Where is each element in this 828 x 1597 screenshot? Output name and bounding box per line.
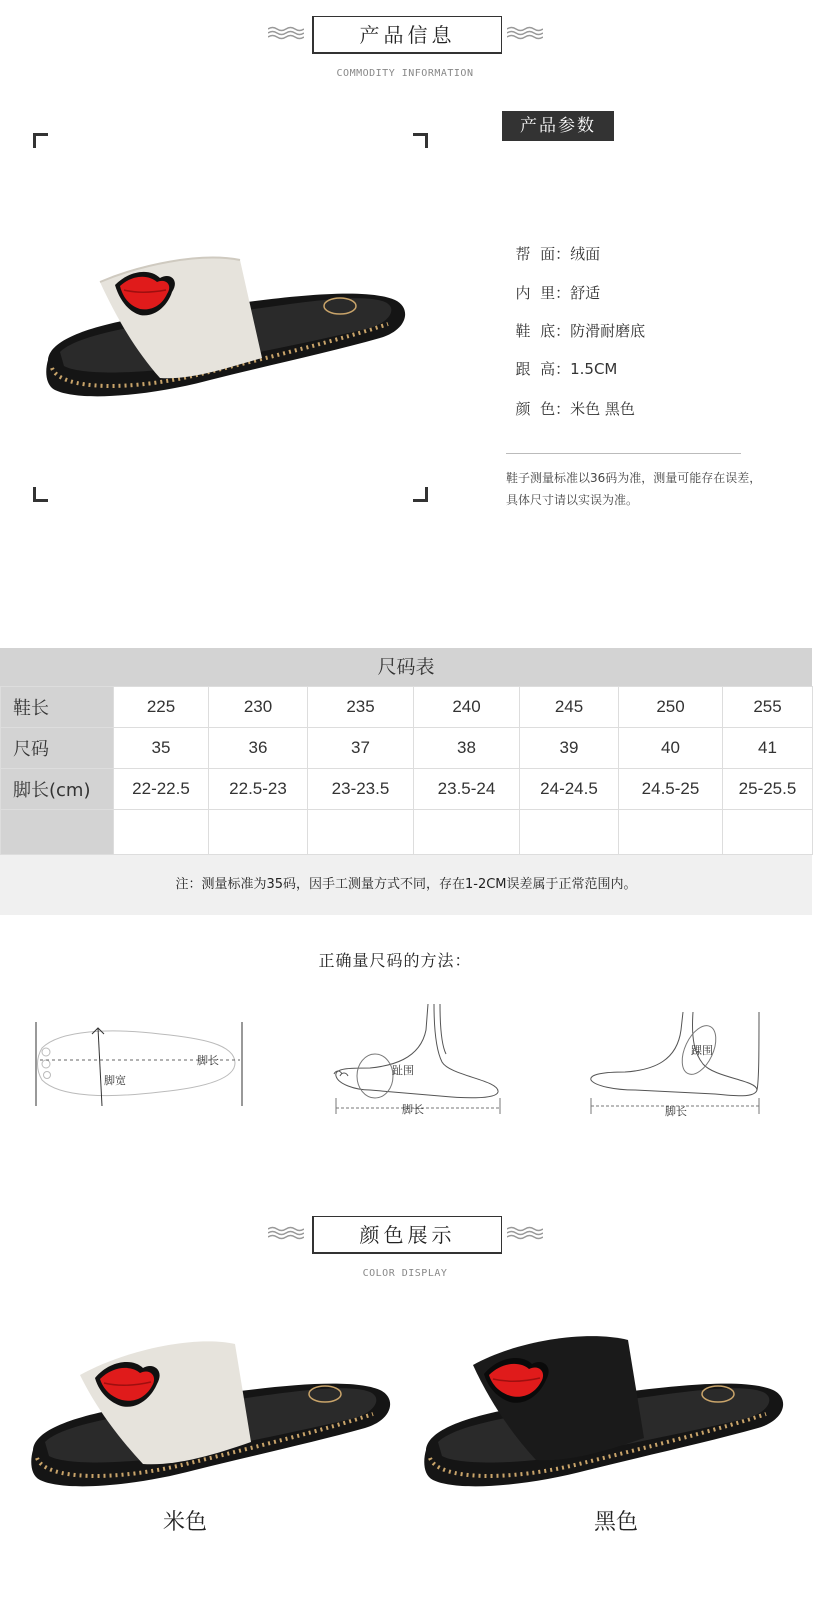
wave-right-icon (507, 1226, 543, 1240)
wave-left-icon (268, 1226, 304, 1240)
row-header: 尺码 (1, 728, 114, 769)
param-label: 颜 色： (515, 400, 571, 418)
size-table-note: 注：测量标准为35码，因手工测量方式不同，存在1-2CM误差属于正常范围内。 (0, 855, 812, 915)
foot-top-view-diagram (30, 1018, 250, 1113)
param-row-lining (506, 264, 600, 303)
size-table-section (0, 648, 812, 915)
table-row (1, 687, 813, 728)
table-cell: 235 (308, 687, 414, 728)
measure-title: 正确量尺码的方法： (318, 951, 472, 970)
frame-corner-top-right (413, 133, 428, 148)
params-note-line-2: 具体尺寸请以实误为准。 (506, 493, 639, 507)
table-cell: 245 (520, 687, 619, 728)
table-cell: 39 (520, 728, 619, 769)
color-label-black: 黑色 (594, 1510, 639, 1535)
black-sandal-image (418, 1330, 788, 1500)
params-note-line-1: 鞋子测量标准以36码为准，测量可能存在误差， (506, 471, 762, 485)
frame-corner-bottom-right (413, 487, 428, 502)
table-cell: 24-24.5 (520, 769, 619, 810)
table-cell (209, 810, 308, 855)
foot-width-label: 脚宽 (104, 1074, 126, 1087)
table-cell (308, 810, 414, 855)
table-cell: 41 (723, 728, 813, 769)
table-cell: 22.5-23 (209, 769, 308, 810)
product-sandal-image (40, 240, 410, 410)
commodity-subtitle: COMMODITY INFORMATION (336, 68, 474, 79)
foot-side-view-toe-diagram (330, 1000, 510, 1120)
table-row (1, 810, 813, 855)
table-cell: 36 (209, 728, 308, 769)
table-cell: 38 (414, 728, 520, 769)
size-table (0, 686, 813, 855)
table-cell: 24.5-25 (619, 769, 723, 810)
table-cell: 250 (619, 687, 723, 728)
table-cell: 23-23.5 (308, 769, 414, 810)
table-cell: 37 (308, 728, 414, 769)
params-divider (506, 453, 741, 454)
table-row (1, 728, 813, 769)
row-header: 鞋长 (1, 687, 114, 728)
row-header: 脚长(cm) (1, 769, 114, 810)
table-cell (414, 810, 520, 855)
table-cell: 255 (723, 687, 813, 728)
param-value: 1.5CM (570, 360, 618, 378)
color-label-beige: 米色 (163, 1510, 208, 1535)
param-row-upper (506, 225, 600, 264)
param-label: 跟 高： (515, 360, 571, 378)
table-cell: 23.5-24 (414, 769, 520, 810)
foot-side-view-ankle-diagram (585, 1010, 765, 1120)
table-cell: 25-25.5 (723, 769, 813, 810)
row-header (1, 810, 114, 855)
param-value: 米色 黑色 (570, 400, 635, 418)
param-value: 舒适 (570, 284, 601, 302)
param-label: 内 里： (515, 284, 571, 302)
param-row-heel (506, 340, 617, 379)
table-cell: 40 (619, 728, 723, 769)
param-value: 绒面 (570, 245, 601, 263)
foot-length-label: 脚长 (197, 1054, 219, 1067)
wave-right-icon (507, 26, 543, 40)
table-cell: 225 (114, 687, 209, 728)
param-label: 帮 面： (515, 245, 571, 263)
table-cell: 22-22.5 (114, 769, 209, 810)
table-cell (520, 810, 619, 855)
frame-corner-bottom-left (33, 487, 48, 502)
params-tag: 产品参数 (502, 111, 614, 141)
wave-left-icon (268, 26, 304, 40)
ankle-girth-label: 踝围 (691, 1044, 713, 1057)
color-display-title: 颜色展示 (312, 1216, 502, 1254)
frame-corner-top-left (33, 133, 48, 148)
table-row (1, 769, 813, 810)
table-cell (619, 810, 723, 855)
table-cell: 35 (114, 728, 209, 769)
table-cell (723, 810, 813, 855)
size-table-title: 尺码表 (0, 648, 812, 686)
commodity-title: 产品信息 (312, 16, 502, 54)
toe-girth-label: 趾围 (392, 1064, 414, 1077)
param-row-sole (506, 302, 645, 341)
beige-sandal-image (25, 1330, 395, 1500)
param-value: 防滑耐磨底 (570, 322, 646, 340)
table-cell: 240 (414, 687, 520, 728)
foot-length-label-3: 脚长 (665, 1105, 687, 1118)
table-cell: 230 (209, 687, 308, 728)
param-row-color (506, 380, 635, 419)
foot-length-label-2: 脚长 (402, 1103, 424, 1116)
table-cell (114, 810, 209, 855)
param-label: 鞋 底： (515, 322, 571, 340)
color-display-subtitle: COLOR DISPLAY (362, 1268, 448, 1279)
